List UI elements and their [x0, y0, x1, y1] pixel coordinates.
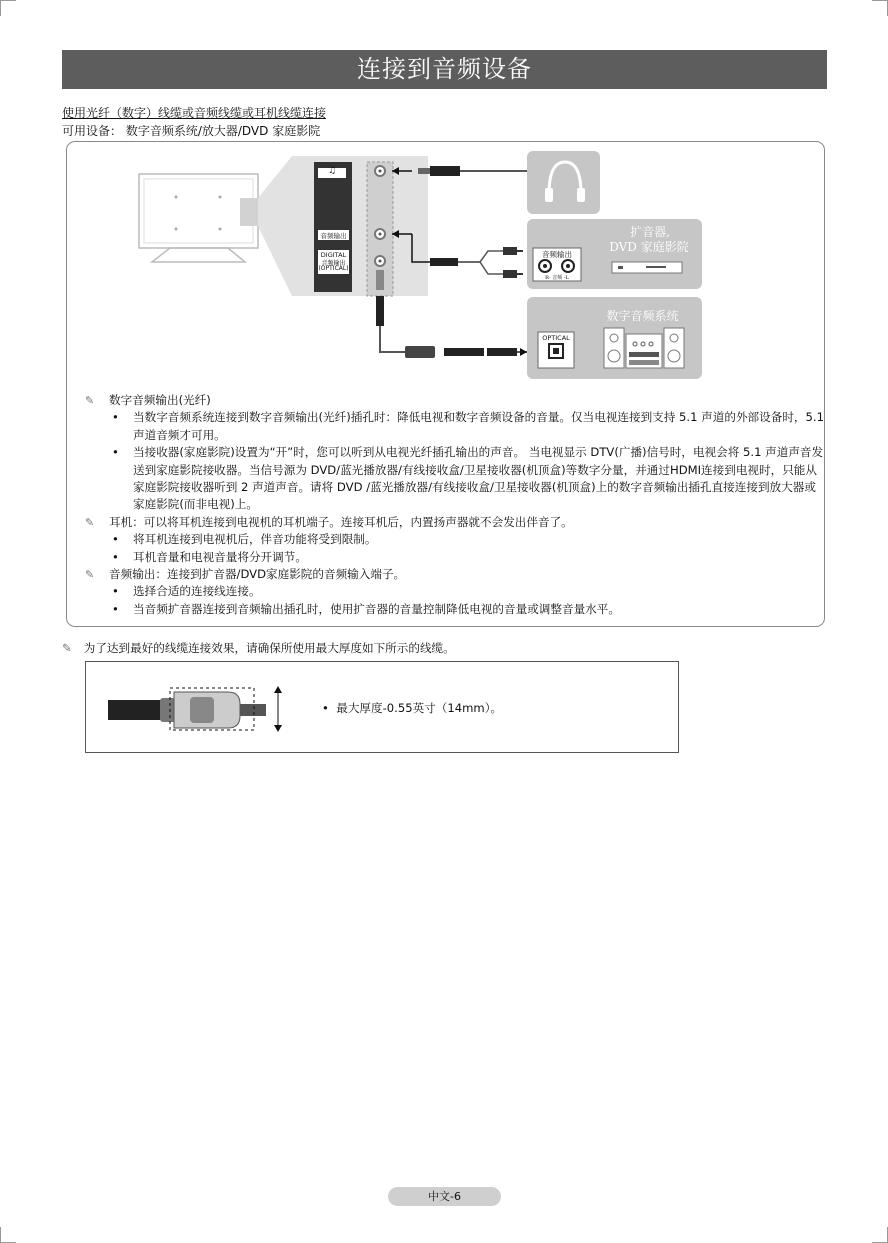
list-item — [85, 583, 825, 600]
cable-note — [62, 640, 455, 656]
bullet-text: 当数字音频系统连接到数字音频输出(光纤)插孔时：降低电视和数字音频设备的音量。仅当电视连接到支持 5.1 声道的外部设备时，5.1 声道音频才可用。 — [133, 410, 824, 442]
cable-illustration — [100, 682, 300, 734]
note-audio-out — [85, 566, 825, 583]
bullet-text: 将耳机连接到电视机后，伴音功能将受到限制。 — [133, 532, 377, 547]
bullet-text: 选择合适的连接线连接。 — [133, 584, 261, 599]
cable-spec — [322, 700, 502, 716]
pencil-icon: ✎ — [62, 641, 72, 655]
amplifier-title: 扩音器, — [630, 225, 670, 239]
bullet-icon: • — [112, 532, 119, 547]
pencil-icon: ✎ — [85, 568, 95, 582]
pencil-icon: ✎ — [85, 394, 95, 407]
bullet-icon: • — [112, 584, 119, 599]
list-item — [85, 531, 825, 548]
bullet-icon: • — [112, 445, 119, 460]
crop-mark — [0, 1227, 1, 1243]
note-text: 耳机：可以将耳机连接到电视机的耳机端子。连接耳机后，内置扬声器就不会发出伴音了。 — [109, 514, 573, 529]
list-item — [85, 601, 825, 618]
list-item — [85, 549, 825, 566]
note-text: 音频输出：连接到扩音器/DVD家庭影院的音频输入端子。 — [109, 567, 406, 582]
note-headphone — [85, 514, 825, 531]
note-optical — [85, 392, 825, 409]
equipment-line: 可用设备： 数字音频系统/放大器/DVD 家庭影院 — [62, 124, 321, 138]
page-title: 连接到音频设备 — [62, 50, 827, 89]
note-text: 数字音频输出(光纤) — [109, 393, 211, 407]
section-subtitle: 使用光纤（数字）线缆或音频线缆或耳机线缆连接 — [62, 106, 327, 120]
amplifier-port-sublabel: R- 音频 -L — [545, 275, 569, 281]
bullet-icon: • — [112, 410, 119, 425]
bullet-text: 耳机音量和电视音量将分开调节。 — [133, 549, 307, 564]
optical-label: OPTICAL — [542, 334, 570, 342]
digital-port-label: 音频输出 — [321, 260, 346, 267]
bullet-text: 当音频扩音器连接到音频输出插孔时，使用扩音器的音量控制降低电视的音量或调整音量水平。 — [133, 601, 620, 616]
amplifier-port-label: 音频输出 — [542, 250, 572, 259]
bullet-icon: • — [112, 601, 119, 616]
headphone-device — [527, 151, 600, 214]
pencil-icon: ✎ — [85, 515, 95, 529]
bullet-icon: • — [112, 549, 119, 564]
tv-rear-illustration — [139, 156, 292, 296]
tv-port-panel — [292, 156, 428, 296]
cable-note-text: 为了达到最好的线缆连接效果，请确保所使用最大厚度如下所示的线缆。 — [83, 641, 455, 655]
digital-port-label: (OPTICAL) — [318, 265, 349, 272]
cable-spec-text: 最大厚度-0.55英寸（14mm）。 — [336, 701, 503, 715]
digital-system-title: 数字音频系统 — [606, 309, 679, 323]
audio-out-port-label: 音频输出 — [320, 232, 347, 240]
page-number: 中文-6 — [388, 1187, 501, 1206]
notes-list — [85, 392, 825, 618]
bullet-icon: • — [322, 701, 337, 715]
digital-port-label: DIGITAL — [320, 251, 347, 259]
amplifier-title: DVD 家庭影院 — [609, 240, 689, 254]
connection-diagram — [0, 0, 888, 400]
bullet-text: 当接收器(家庭影院)设置为“开”时，您可以听到从电视光纤插孔输出的声音。 当电视显示 DTV(广播)信号时，电视会将 5.1 声道声音发送到家庭影院接收器。当信号源为 DVD/蓝光播放器/有线接收盒/卫星接收器(机顶盒)等数字分量，并通过HDMI连接到电视时，只能从家庭影院接收器听到 2 声道声音。请将 DVD /蓝光播放器/有线接收盒/卫星接收器(机顶盒)上的数字音频输出插孔直接连接到放大器或家庭影院(而非电视)上。 — [133, 445, 824, 512]
headphone-port-label: ♫ — [327, 166, 337, 176]
list-item — [85, 444, 825, 514]
list-item — [85, 409, 825, 444]
